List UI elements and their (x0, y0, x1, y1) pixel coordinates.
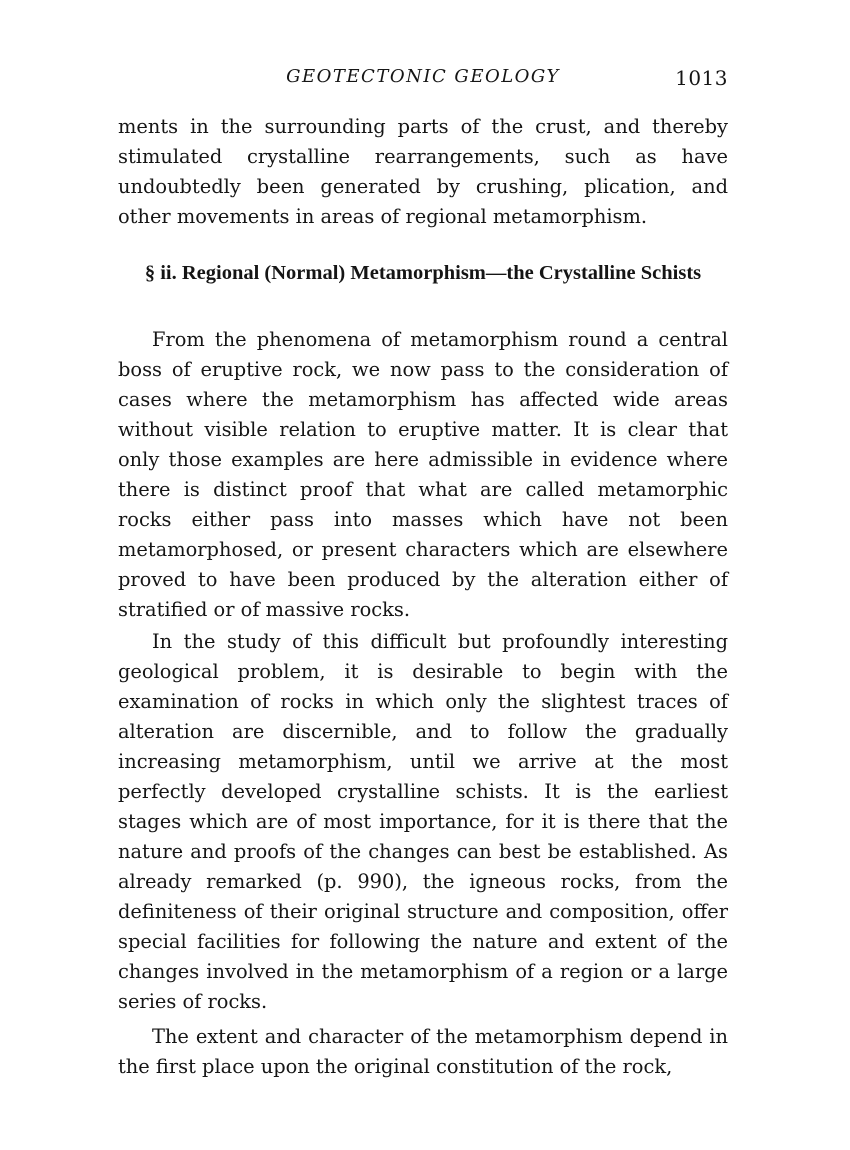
paragraph-metamorphism-intro: From the phenomena of metamorphism round a central boss of eruptive rock, we now pass to the consideration of cases where the metamorphism has affected wide areas without visible relation to eruptive matter. It is clear that only those examples are here admissible in evidence where there is distinct proof that what are called metamorphic rocks either pass into masses which have not been metamorphosed, or present characters which are elsewhere proved to have been produced by the alteration either of stratified or of massive rocks. (118, 328, 728, 621)
paragraph-continuation: ments in the surrounding parts of the crust, and thereby stimulated crystalline rearrangements, such as have undoubtedly been generated by crushing, plication, and other movements in areas of regional metamorphism. (118, 115, 728, 228)
running-title: GEOTECTONIC GEOLOGY (286, 66, 560, 87)
paragraph-extent-character: The extent and character of the metamorphism depend in the first place upon the original constitution of the rock, (118, 1025, 728, 1078)
running-header (118, 66, 728, 96)
paragraph-study-problem: In the study of this difficult but profoundly interesting geological problem, it is desirable to begin with the examination of rocks in which only the slightest traces of alteration are discernible, and to follow the gradually increasing metamorphism, until we arrive at the most perfectly developed crystalline schists. It is the earliest stages which are of most importance, for it is there that the nature and proofs of the changes can best be established. As already remarked (p. 990), the igneous rocks, from the definiteness of their original structure and composition, offer special facilities for following the nature and extent of the changes involved in the metamorphism of a region or a large series of rocks. (118, 630, 728, 1013)
page-number: 1013 (675, 66, 728, 90)
section-heading: § ii. Regional (Normal) Metamorphism—the Crystalline Schists (144, 262, 702, 284)
